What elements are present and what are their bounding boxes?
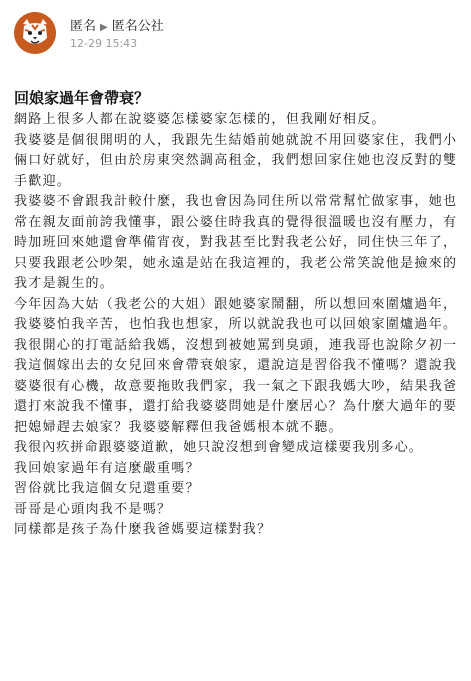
post-paragraph: 今年因為大姑（我老公的大姐）跟她婆家鬧翻，所以想回來圍爐過年，我婆婆怕我辛苦，也怕我也想家，所以就說我也可以回娘家圍爐過年。 — [14, 296, 458, 332]
post-paragraph: 我很內疚拼命跟婆婆道歉，她只說沒想到會變成這樣要我別多心。 — [14, 440, 423, 455]
post-title: 回娘家過年會帶衰？ — [14, 89, 150, 107]
post-timestamp: 12-29 15:43 — [70, 37, 138, 50]
post-body — [14, 110, 462, 541]
author-line — [70, 15, 164, 34]
post-paragraph: 我很開心的打電話給我媽，沒想到被她罵到臭頭，連我哥也說除夕初一我這個嫁出去的女兒回來會帶衰娘家，還說這是習俗我不懂嗎？還說我婆婆很有心機，故意要拖敗我們家，我一氣之下跟我媽大吵，結果我爸還打來說我不懂事，還打給我婆婆問她是什麼居心？為什麼大過年的要把媳婦趕去娘家？我婆婆解釋但我爸媽根本就不聽。 — [14, 337, 458, 435]
post-paragraph: 哥哥是心頭肉我不是嗎？ — [14, 501, 172, 517]
triangle-right-icon: ▶ — [100, 22, 108, 33]
author-name[interactable]: 匿名 — [70, 19, 97, 34]
post-paragraph: 網路上很多人都在說婆婆怎樣婆家怎樣的，但我剛好相反。 — [14, 112, 386, 127]
board-name[interactable]: 匿名公社 — [111, 19, 164, 34]
post-paragraph: 同樣都是孩子為什麼我爸媽要這樣對我？ — [14, 522, 272, 537]
post-header — [14, 12, 454, 56]
post-paragraph: 我回娘家過年有這麼嚴重嗎？ — [14, 460, 200, 476]
tiger-face-icon — [14, 12, 56, 54]
post-paragraph: 我婆婆是個很開明的人，我跟先生結婚前她就說不用回婆家住，我們小倆口好就好，但由於房東突然調高租金，我們想回家住她也沒反對的雙手歡迎。 — [14, 132, 458, 189]
tiger-avatar-icon[interactable] — [14, 12, 56, 54]
post-paragraph: 習俗就比我這個女兒還重要？ — [14, 481, 200, 496]
post-paragraph: 我婆婆不會跟我計較什麼，我也會因為同住所以常常幫忙做家事，她也常在親友面前誇我懂事，跟公婆住時我真的覺得很溫暖也沒有壓力，有時加班回來她還會準備宵夜，對我甚至比對我老公好，同住快三年了，只要我跟老公吵架，她永遠是站在我這裡的，我老公常笑說他是撿來的我才是親生的。 — [14, 194, 458, 291]
